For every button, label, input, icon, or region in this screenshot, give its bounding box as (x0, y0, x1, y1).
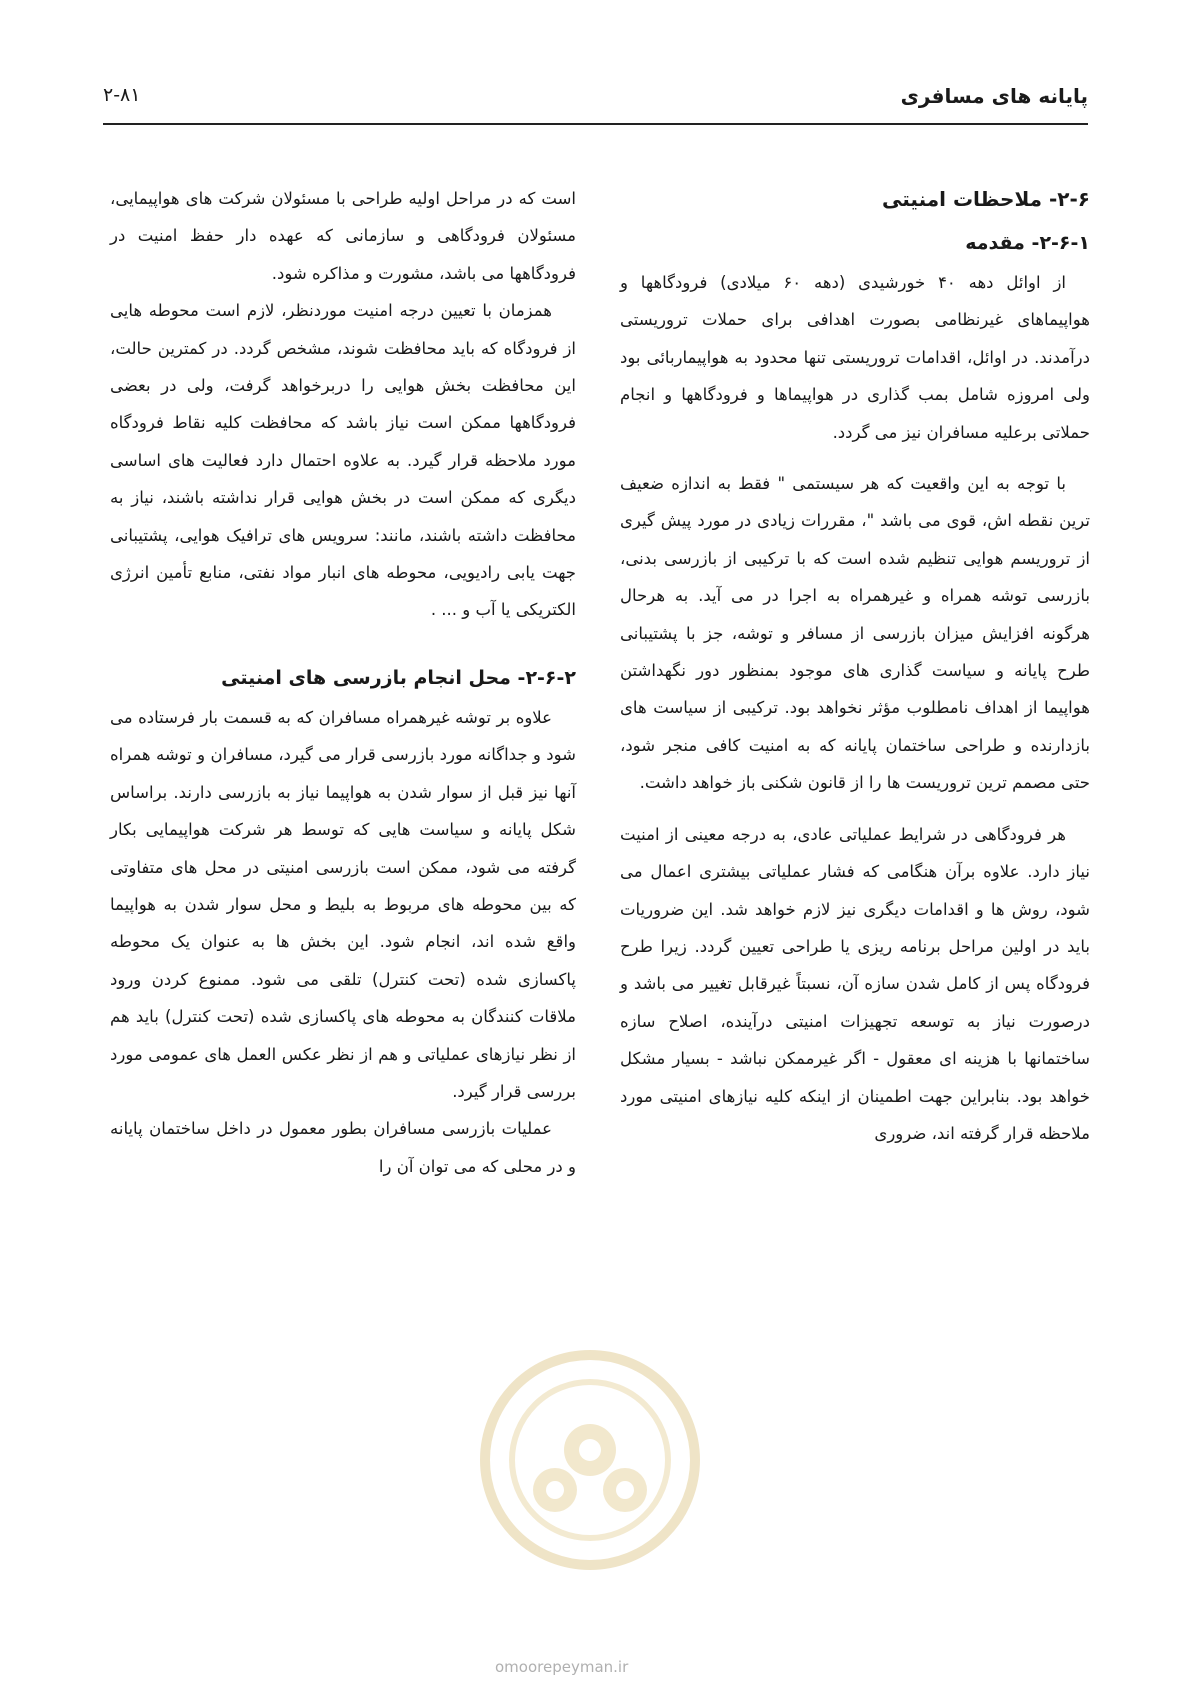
running-title: پایانه های مسافری (900, 84, 1088, 108)
page-header (103, 78, 1088, 118)
paragraph: با توجه به این واقعیت که هر سیستمی " فقط به اندازه ضعیف ترین نقطه اش، قوی می باشد "، مقررات زیادی در مورد پیش گیری از تروریسم هوایی تنظیم شده است که با ترکیبی از بازرسی بدنی، بازرسی توشه همراه و غیرهمراه به اجرا در می آید. به هرحال هرگونه افزایش میزان بازرسی از مسافر و توشه، جز با پشتیبانی طرح پایانه و سیاست گذاری های موجود بمنظور دور نگهداشتن هواپیما از اهداف نامطلوب مؤثر نخواهد بود. ترکیبی از سیاست های بازدارنده و طراحی ساختمان پایانه که به امنیت کافی منجر شود، حتی مصمم ترین تروریست ها را از قانون شکنی باز خواهد داشت. (620, 474, 1090, 793)
page-number: ۲-۸۱ (103, 84, 141, 106)
watermark-seal (470, 1340, 710, 1580)
paragraph: است که در مراحل اولیه طراحی با مسئولان شرکت های هواپیمایی، مسئولان فرودگاهی و سازمانی که عهده دار حفظ امنیت در فرودگاهها می باشد، مشورت و مذاکره شود. (110, 189, 576, 283)
subsection-heading-intro: ۲-۶-۱- مقدمه (965, 232, 1090, 254)
paragraph: علاوه بر توشه غیرهمراه مسافران که به قسمت بار فرستاده می شود و جداگانه مورد بازرسی قرار می گیرد، مسافران و توشه همراه آنها نیز قبل از سوار شدن به هواپیما نیاز به بازرسی دارند. براساس شکل پایانه و سیاست هایی که توسط هر شرکت هواپیمایی بکار گرفته می شود، ممکن است بازرسی امنیتی در محل های متفاوتی که بین محوطه های مربوط به بلیط و محل سوار شدن به هواپیما واقع شده اند، انجام شود. این بخش ها به عنوان یک محوطه پاکسازی شده (تحت کنترل) تلقی می شود. ممنوع کردن ورود ملاقات کنندگان به محوطه های پاکسازی شده (تحت کنترل) باید هم از نظر نیازهای عملیاتی و هم از نظر عکس العمل های عمومی مورد بررسی قرار گیرد. (110, 707, 576, 1101)
paragraph: همزمان با تعیین درجه امنیت موردنظر، لازم است محوطه هایی از فرودگاه که باید محافظت شوند، مشخص گردد. در کمترین حالت، این محافظت بخش هوایی را دربرخواهد گرفت، ولی در بعضی فرودگاهها ممکن است نیاز باشد که محافظت کلیه نقاط فرودگاه مورد ملاحظه قرار گیرد. به علاوه احتمال دارد فعالیت های اساسی دیگری که ممکن است در بخش هوایی قرار نداشته باشند، نیاز به محافظت داشته باشند، مانند: سرویس های ترافیک هوایی، پشتیبانی جهت یابی رادیویی، محوطه های انبار مواد نفتی، منابع تأمین انرژی الکتریکی یا آب و ... . (110, 301, 576, 620)
left-column (110, 180, 576, 1185)
section-heading: ۲-۶- ملاحظات امنیتی (882, 187, 1090, 211)
header-rule (103, 123, 1088, 125)
subsection-heading-inspection: ۲-۶-۲- محل انجام بازرسی های امنیتی (221, 666, 576, 689)
footer-url: omoorepeyman.ir (495, 1658, 629, 1676)
right-column (620, 180, 1090, 1152)
paragraph: عملیات بازرسی مسافران بطور معمول در داخل ساختمان پایانه و در محلی که می توان آن را (110, 1119, 576, 1176)
paragraph: هر فرودگاهی در شرایط عملیاتی عادی، به درجه معینی از امنیت نیاز دارد. علاوه برآن هنگامی که فشار عملیاتی بیشتری اعمال می شود، روش ها و اقدامات دیگری نیز لازم خواهد شد. این ضروریات باید در اولین مراحل برنامه ریزی یا طراحی تعیین گردد. زیرا طرح فرودگاه پس از کامل شدن سازه آن، نسبتاً غیرقابل تغییر می باشد و درصورت نیاز به توسعه تجهیزات امنیتی درآینده، اصلاح سازه ساختمانها با هزینه ای معقول - اگر غیرممکن نباشد - بسیار مشکل خواهد بود. بنابراین جهت اطمینان از اینکه کلیه نیازهای امنیتی مورد ملاحظه قرار گرفته اند، ضروری (620, 824, 1090, 1143)
paragraph: از اوائل دهه ۴۰ خورشیدی (دهه ۶۰ میلادی) فرودگاهها و هواپیماهای غیرنظامی بصورت اهدافی برای حملات تروریستی درآمدند. در اوائل، اقدامات تروریستی تنها محدود به هواپیماربائی بود ولی امروزه شامل بمب گذاری در هواپیماها و فرودگاهها و انجام حملاتی برعلیه مسافران نیز می گردد. (620, 273, 1090, 442)
